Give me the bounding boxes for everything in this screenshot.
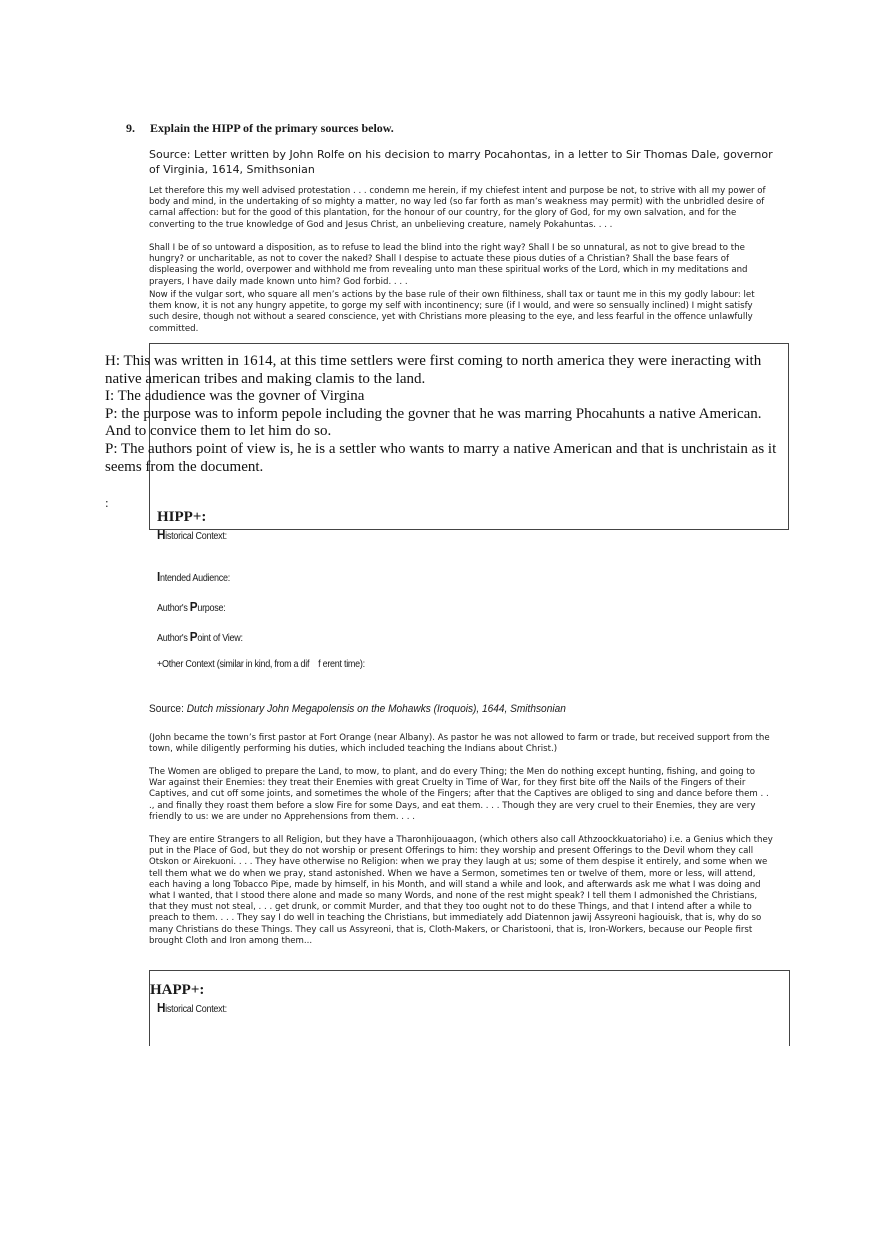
stray-colon: : (105, 495, 109, 510)
hipp-purpose-label: Author's Purpose: (157, 599, 226, 614)
source1-paragraph-3: Now if the vulgar sort, who square all men’s actions by the base rule of their own filthiness, shall tax or taunt me in this my godly labour: let them know, it is not any hungry appetite, to gorge my self with incontinency; sure (if I would, and were so sensually inclined) I might satisfy such desire, though not without a seared conscience, yet with Christians more pleasing to the eye, and less fearful in the offence unlawfully committed. (149, 290, 755, 334)
hipp-title: HIPP+: (157, 509, 207, 525)
answer-line-audience: I: The adudience was the govner of Virgina (105, 388, 365, 405)
source2-paragraph-2: The Women are obliged to prepare the Land, to mow, to plant, and do every Thing; the Men do nothing except hunting, fishing, and going to War against their Enemies: they treat their Enemies with great Cruelty in Time of War, for they first bite off the Nails of the Fingers of their Captives, and cut off some joints, and sometimes the whole of the Fingers; after that the Captives are obliged to sing and dance before them . . ., and finally they roast them before a slow Fire for some Days, and eat them. . . . Though they are very cruel to their Enemies, they are very friendly to us: we are under no Apprehensions from them. . . . (149, 767, 769, 822)
happ-title: HAPP+: (150, 982, 205, 998)
hipp-other-context-label: +Other Context (similar in kind, from a dif f erent time): (157, 659, 365, 670)
happ-answer-box[interactable] (149, 970, 790, 1046)
source2-citation: Source: Dutch missionary John Megapolensis on the Mohawks (Iroquois), 1644, Smithsonian (149, 703, 566, 715)
answer-line-historical: H: This was written in 1614, at this time settlers were first coming to north america they were ineracting with native american tribes and making clamis to the land. (105, 353, 762, 387)
question-number: 9. (126, 121, 135, 135)
answer-line-point-of-view: P: The authors point of view is, he is a settler who wants to marry a native American and that is unchristain as it seems from the document. (105, 440, 777, 475)
hipp-historical-context-label: Historical Context: (157, 527, 227, 542)
student-answer (105, 353, 785, 476)
answer-line-purpose: P: the purpose was to inform pepole including the govner that he was marring Phocahunts a native American. And to convice them to let him do so. (105, 405, 762, 440)
hipp-intended-audience-label: Intended Audience: (157, 569, 230, 584)
source1-paragraph-2: Shall I be of so untoward a disposition, as to refuse to lead the blind into the right way? Shall I be so unnatural, as not to give bread to the hungry? or uncharitable, as not to cover the naked? Shall I despise to actuate these pious duties of a Christian? Shall the base fears of displeasing the world, overpower and withhold me from revealing unto man these spiritual works of the Lord, which in my meditations and prayers, I have daily made known unto him? God forbid. . . . (149, 243, 748, 287)
source2-paragraph-1: (John became the town’s first pastor at Fort Orange (near Albany). As pastor he was not allowed to farm or trade, but received support from the town, while diligently performing his duties, which included teaching the Indians about Christ.) (149, 733, 770, 755)
source1-citation: Source: Letter written by John Rolfe on his decision to marry Pocahontas, in a letter to Sir Thomas Dale, governor of Virginia, 1614, Smithsonian (149, 148, 773, 176)
hipp-point-of-view-label: Author's Point of View: (157, 629, 243, 644)
question-title: Explain the HIPP of the primary sources below. (150, 121, 394, 135)
happ-historical-context-label: Historical Context: (157, 1000, 227, 1015)
source2-paragraph-3: They are entire Strangers to all Religion, but they have a Tharonhijouaagon, (which others also call Athzoockkuatoriaho) i.e. a Genius which they put in the Place of God, but they do not worship or present Offerings to him: they worship and present Offerings to the Devil whom they call Otskon or Airekuoni. . . . They have otherwise no Religion: when we pray they laugh at us; some of them despise it entirely, and some when we tell them what we do when we pray, stand astonished. When we have a Sermon, sometimes ten or twelve of them, more or less, will attend, each having a long Tobacco Pipe, made by himself, in his Month, and will stand a while and look, and afterwards ask me what I was doing and what I wanted, that I stood there alone and made so many Words, and none of the rest might speak? I tell them I admonished the Christians, that they must not steal, . . . get drunk, or commit Murder, and that they too ought not to do these Things, and that I intend after a while to preach to them. . . . They say I do well in teaching the Christians, but immediately add Diatennon jawij Assyreoni hagiouisk, that is, why do so many Christians do these Things. They call us Assyreoni, that is, Cloth-Makers, or Charistooni, that is, Iron-Workers, because our People first brought Cloth and Iron among them... (149, 835, 773, 946)
source1-paragraph-1: Let therefore this my well advised protestation . . . condemn me herein, if my chiefest intent and purpose be not, to strive with all my power of body and mind, in the undertaking of so mighty a matter, no way led (so far forth as man’s weakness may permit) with the unbridled desire of carnal affection: but for the good of this plantation, for the honour of our country, for the glory of God, for my own salvation, and for the converting to the true knowledge of God and Jesus Christ, an unbelieving creature, namely Pokahuntas. . . . (149, 186, 766, 230)
